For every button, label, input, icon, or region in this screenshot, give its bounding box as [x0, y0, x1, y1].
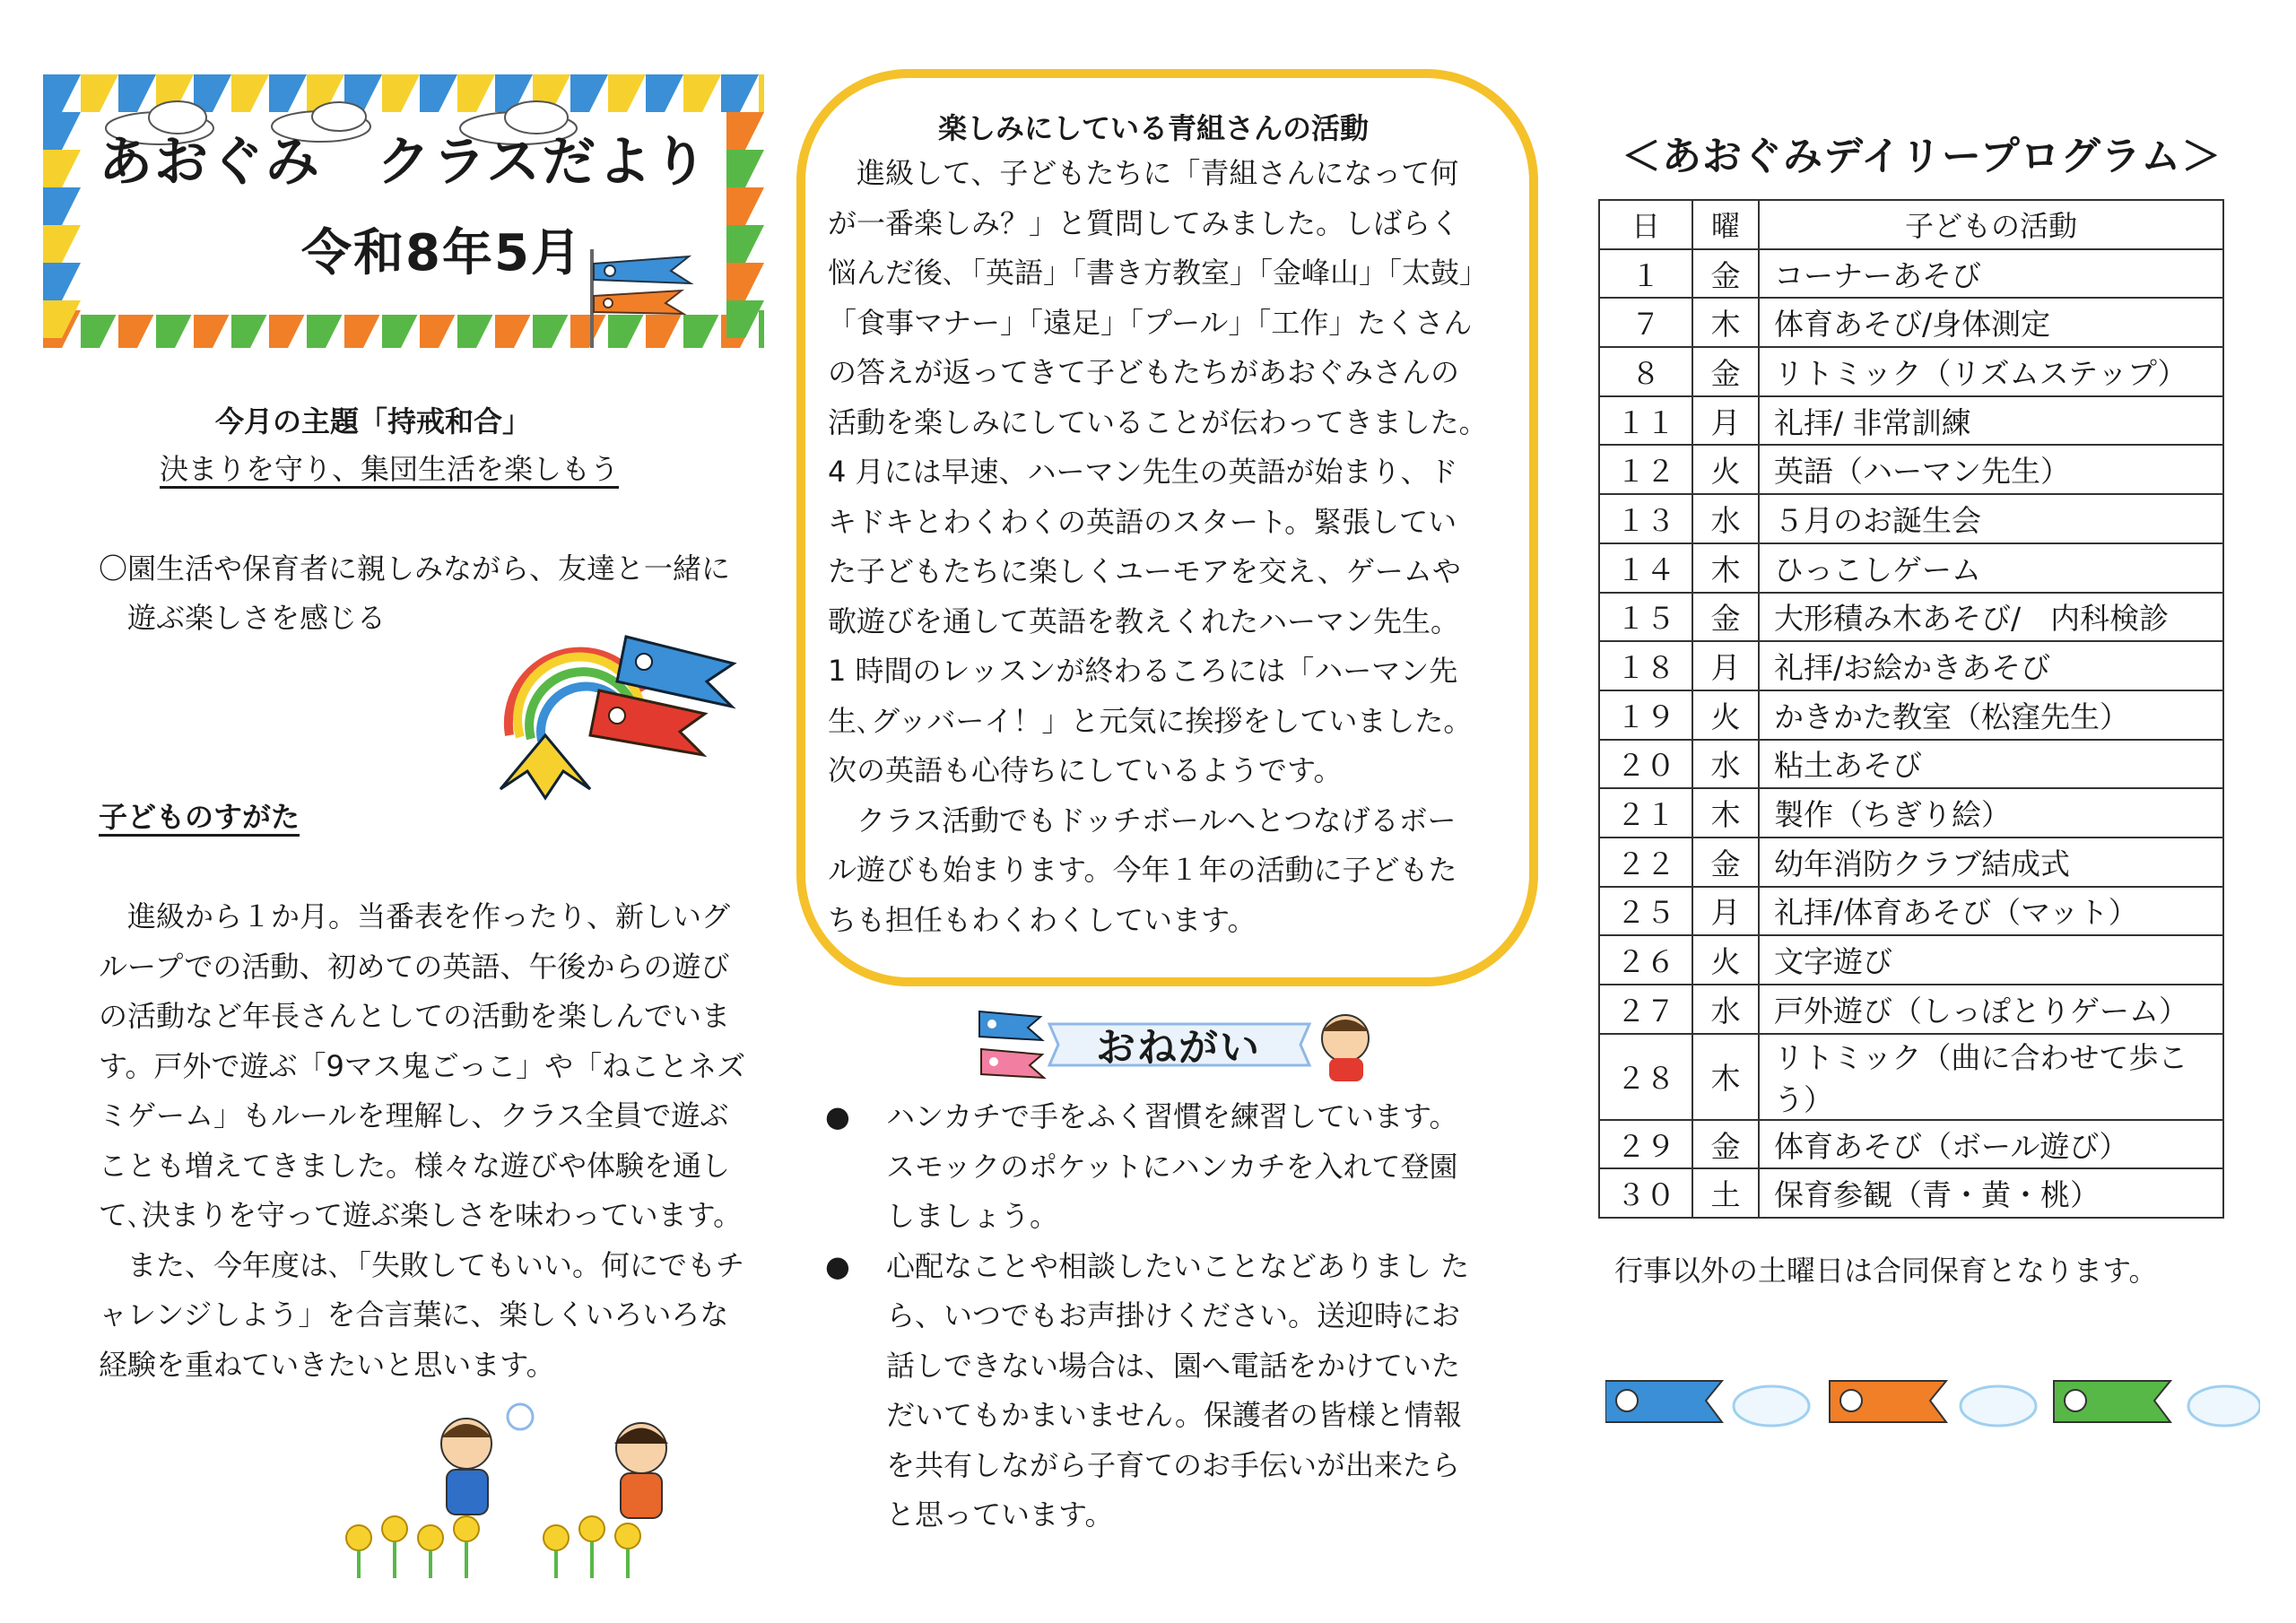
bunting-flag	[231, 310, 269, 348]
kodomo-line: の活動など年長さんとしての活動を楽しんでいま	[99, 999, 731, 1033]
cell-day: ２５	[1599, 887, 1692, 936]
rainbow-koinobori-icon	[491, 628, 747, 807]
cell-day: １５	[1599, 593, 1692, 642]
onegai-line: だいてもかまいません。保護者の皆様と情報	[886, 1398, 1462, 1432]
cell-day: ８	[1599, 347, 1692, 396]
cell-weekday: 木	[1692, 543, 1759, 593]
activity-line: ル遊びも始まります。今年１年の活動に子どもた	[828, 853, 1457, 887]
cell-weekday: 水	[1692, 740, 1759, 789]
activity-line: 進級して、子どもたちに「青組さんになって何	[828, 156, 1459, 190]
issue-date: 令和8年5月	[301, 224, 583, 282]
onegai-line: ら、いつでもお声掛けください。送迎時にお	[886, 1298, 1461, 1332]
table-row	[1599, 347, 2223, 396]
cell-weekday: 木	[1692, 788, 1759, 838]
kodomo-line: 進級から１か月。当番表を作ったり、新しいグ	[99, 899, 731, 933]
onegai-line: を共有しながら子育てのお手伝いが出来たら	[886, 1447, 1461, 1482]
bullet-icon: ●	[825, 1099, 850, 1133]
onegai-item-text	[886, 1242, 1561, 1541]
bunting-flag	[269, 310, 307, 348]
monthly-theme-title: 今月の主題「持戒和合」	[215, 404, 532, 438]
koinobori-icon	[581, 240, 716, 348]
cell-day: ２９	[1599, 1120, 1692, 1169]
cell-day: ３０	[1599, 1168, 1692, 1218]
goal-line: 遊ぶ楽しさを感じる	[127, 601, 387, 635]
table-row	[1599, 249, 2223, 299]
cell-activity: 戸外遊び（しっぽとりゲーム）	[1759, 985, 2223, 1034]
activity-body-text	[828, 149, 1527, 945]
table-row	[1599, 935, 2223, 985]
cell-day: ２７	[1599, 985, 1692, 1034]
section-heading-kodomo: 子どものすがた	[99, 800, 300, 834]
bunting-flag	[118, 310, 156, 348]
kodomo-line: て､決まりを守って遊ぶ楽しさを味わっています。	[99, 1198, 743, 1232]
cell-day: ７	[1599, 298, 1692, 347]
header-day: 日	[1599, 200, 1692, 249]
bunting-flag	[156, 310, 194, 348]
table-row	[1599, 788, 2223, 838]
cell-activity: 礼拝/お絵かきあそび	[1759, 641, 2223, 690]
bunting-flag	[721, 74, 759, 112]
cell-weekday: 金	[1692, 838, 1759, 887]
list-item	[825, 1092, 1561, 1242]
cell-activity: リトミック（リズムステップ）	[1759, 347, 2223, 396]
kodomo-line: 経験を重ねていきたいと思います。	[99, 1347, 555, 1382]
bunting-flag	[457, 310, 495, 348]
onegai-line: スモックのポケットにハンカチを入れて登園	[886, 1149, 1458, 1184]
kodomo-line: ループでの活動、初めての英語、午後からの遊び	[99, 949, 730, 984]
cell-activity: 幼年消防クラブ結成式	[1759, 838, 2223, 887]
activity-line: の答えが返ってきて子どもたちがあおぐみさんの	[828, 355, 1460, 389]
activity-line: キドキとわくわくの英語のスタート。緊張してい	[828, 504, 1457, 539]
cell-weekday: 水	[1692, 494, 1759, 543]
page-title: あおぐみ クラスだより	[99, 131, 709, 194]
cell-day: １４	[1599, 543, 1692, 593]
cell-activity: 英語（ハーマン先生）	[1759, 445, 2223, 494]
cell-day: １９	[1599, 690, 1692, 740]
list-item	[825, 1242, 1561, 1541]
bunting-flag	[307, 310, 344, 348]
cell-day: １８	[1599, 641, 1692, 690]
bunting-flag	[382, 310, 420, 348]
table-row	[1599, 740, 2223, 789]
onegai-line: 心配なことや相談したいことなどありまし た	[886, 1248, 1470, 1283]
onegai-line: と思っています。	[886, 1497, 1114, 1532]
cell-activity: ひっこしゲーム	[1759, 543, 2223, 593]
daily-program-table	[1598, 199, 2224, 1219]
table-row	[1599, 396, 2223, 446]
table-row	[1599, 1168, 2223, 1218]
cell-day: １１	[1599, 396, 1692, 446]
activity-title: 楽しみにしている青組さんの活動	[938, 111, 1370, 145]
daily-program-title: ＜あおぐみデイリープログラム＞	[1622, 134, 2222, 179]
bunting-flag	[726, 112, 764, 150]
bunting-flag	[43, 187, 81, 225]
onegai-line: 話しできない場合は、園へ電話をかけていた	[886, 1348, 1461, 1383]
bunting-flag	[420, 310, 457, 348]
activity-line: 4 月には早速、ハーマン先生の英語が始まり、ド	[828, 455, 1458, 489]
koinobori-cloud-strip-decoration	[1605, 1372, 2260, 1435]
bunting-flag	[194, 310, 231, 348]
header-weekday: 曜	[1692, 200, 1759, 249]
cell-activity: 保育参観（青・黄・桃）	[1759, 1168, 2223, 1218]
activity-line: 生､グッバーイ！」と元気に挨拶をしていました。	[828, 703, 1473, 738]
kodomo-line: ことも増えてきました。様々な遊びや体験を通し	[99, 1148, 731, 1183]
kodomo-line: す。戸外で遊ぶ「9マス鬼ごっこ」や「ねことネズ	[99, 1048, 746, 1083]
bunting-flag	[43, 263, 81, 300]
program-note: 行事以外の土曜日は合同保育となります。	[1614, 1254, 2158, 1288]
cell-weekday: 月	[1692, 396, 1759, 446]
table-row	[1599, 494, 2223, 543]
cell-day: ２１	[1599, 788, 1692, 838]
cell-day: １	[1599, 249, 1692, 299]
cell-weekday: 火	[1692, 690, 1759, 740]
kodomo-body-text	[99, 892, 780, 1390]
bunting-flag	[81, 310, 118, 348]
cell-activity: リトミック（曲に合わせて歩こう）	[1759, 1034, 2223, 1120]
cell-activity: かきかた教室（松窪先生）	[1759, 690, 2223, 740]
table-row	[1599, 1034, 2223, 1120]
bunting-flag	[495, 310, 533, 348]
bunting-flag	[759, 310, 764, 348]
table-row	[1599, 690, 2223, 740]
table-row	[1599, 593, 2223, 642]
cell-activity: 文字遊び	[1759, 935, 2223, 985]
bunting-flag	[344, 310, 382, 348]
cell-day: ２０	[1599, 740, 1692, 789]
table-row	[1599, 543, 2223, 593]
table-header-row	[1599, 200, 2223, 249]
activity-line: クラス活動でもドッチボールへとつなげるボー	[828, 803, 1457, 838]
bunting-flag	[43, 150, 81, 187]
kodomo-line: また、今年度は､「失敗してもいい。何にでもチ	[99, 1247, 745, 1282]
header-activity: 子どもの活動	[1759, 200, 2223, 249]
cell-activity: 粘土あそび	[1759, 740, 2223, 789]
cell-weekday: 木	[1692, 1034, 1759, 1120]
activity-line: が一番楽しみ？」と質問してみました。しばらく	[828, 205, 1460, 240]
table-row	[1599, 445, 2223, 494]
cell-weekday: 月	[1692, 641, 1759, 690]
cell-activity: 製作（ちぎり絵）	[1759, 788, 2223, 838]
cell-activity: コーナーあそび	[1759, 249, 2223, 299]
activity-line: 悩んだ後､「英語」「書き方教室」「金峰山」「太鼓」	[828, 256, 1489, 290]
cell-weekday: 土	[1692, 1168, 1759, 1218]
cell-weekday: 火	[1692, 935, 1759, 985]
bunting-flag	[43, 74, 81, 112]
table-row	[1599, 298, 2223, 347]
children-dandelion-illustration	[341, 1394, 718, 1587]
cell-weekday: 金	[1692, 1120, 1759, 1169]
activity-line: た子どもたちに楽しくユーモアを交え、ゲームや	[828, 554, 1461, 588]
cell-weekday: 月	[1692, 887, 1759, 936]
bunting-flag	[759, 74, 764, 112]
kodomo-line: ャレンジしよう」を合言葉に、楽しくいろいろな	[99, 1298, 729, 1332]
onegai-item-text	[886, 1092, 1561, 1242]
onegai-line: ハンカチで手をふく習慣を練習しています。	[886, 1099, 1458, 1133]
cell-day: １２	[1599, 445, 1692, 494]
cell-weekday: 金	[1692, 593, 1759, 642]
bunting-flag	[43, 225, 81, 263]
monthly-theme-subtitle: 決まりを守り、集団生活を楽しもう	[160, 452, 620, 486]
cell-weekday: 木	[1692, 298, 1759, 347]
activity-line: 歌遊びを通して英語を教えくれたハーマン先生。	[828, 603, 1460, 638]
cell-weekday: 水	[1692, 985, 1759, 1034]
cell-activity: 礼拝/ 非常訓練	[1759, 396, 2223, 446]
cell-day: ２２	[1599, 838, 1692, 887]
onegai-line: しましょう。	[886, 1199, 1059, 1233]
table-row	[1599, 887, 2223, 936]
onegai-list	[825, 1092, 1561, 1541]
bunting-flag	[726, 150, 764, 187]
bunting-flag	[726, 263, 764, 300]
cell-weekday: 金	[1692, 347, 1759, 396]
cell-activity: 礼拝/体育あそび（マット）	[1759, 887, 2223, 936]
bullet-icon: ●	[825, 1248, 850, 1283]
activity-line: 活動を楽しみにしていることが伝わってきました。	[828, 404, 1488, 439]
table-row	[1599, 985, 2223, 1034]
table-row	[1599, 1120, 2223, 1169]
goal-line: 〇園生活や保育者に親しみながら、友達と一緒に	[99, 551, 731, 586]
cell-activity: 大形積み木あそび/ 内科検診	[1759, 593, 2223, 642]
bunting-flag	[683, 74, 721, 112]
bunting-flag	[726, 187, 764, 225]
cell-weekday: 金	[1692, 249, 1759, 299]
bunting-flag	[43, 112, 81, 150]
activity-line: 「食事マナー」「遠足」「プール」「工作」たくさん	[828, 305, 1473, 340]
cell-activity: 体育あそび（ボール遊び）	[1759, 1120, 2223, 1169]
activity-line: 次の英語も心待ちにしているようです。	[828, 753, 1343, 787]
bunting-flag	[726, 300, 764, 338]
onegai-title: おねがい	[1096, 1025, 1261, 1071]
activity-line: ちも担任もわくわくしています。	[828, 902, 1257, 937]
cell-weekday: 火	[1692, 445, 1759, 494]
cell-activity: 体育あそび/身体測定	[1759, 298, 2223, 347]
cell-activity: ５月のお誕生会	[1759, 494, 2223, 543]
cell-day: １３	[1599, 494, 1692, 543]
table-row	[1599, 641, 2223, 690]
activity-line: 1 時間のレッスンが終わるころには「ハーマン先	[828, 654, 1458, 688]
bunting-flag	[726, 225, 764, 263]
kodomo-line: ミゲーム」もルールを理解し、クラス全員で遊ぶ	[99, 1098, 729, 1133]
title-banner	[43, 74, 764, 348]
bunting-flag	[533, 310, 570, 348]
table-row	[1599, 838, 2223, 887]
cell-day: ２６	[1599, 935, 1692, 985]
cell-day: ２８	[1599, 1034, 1692, 1120]
